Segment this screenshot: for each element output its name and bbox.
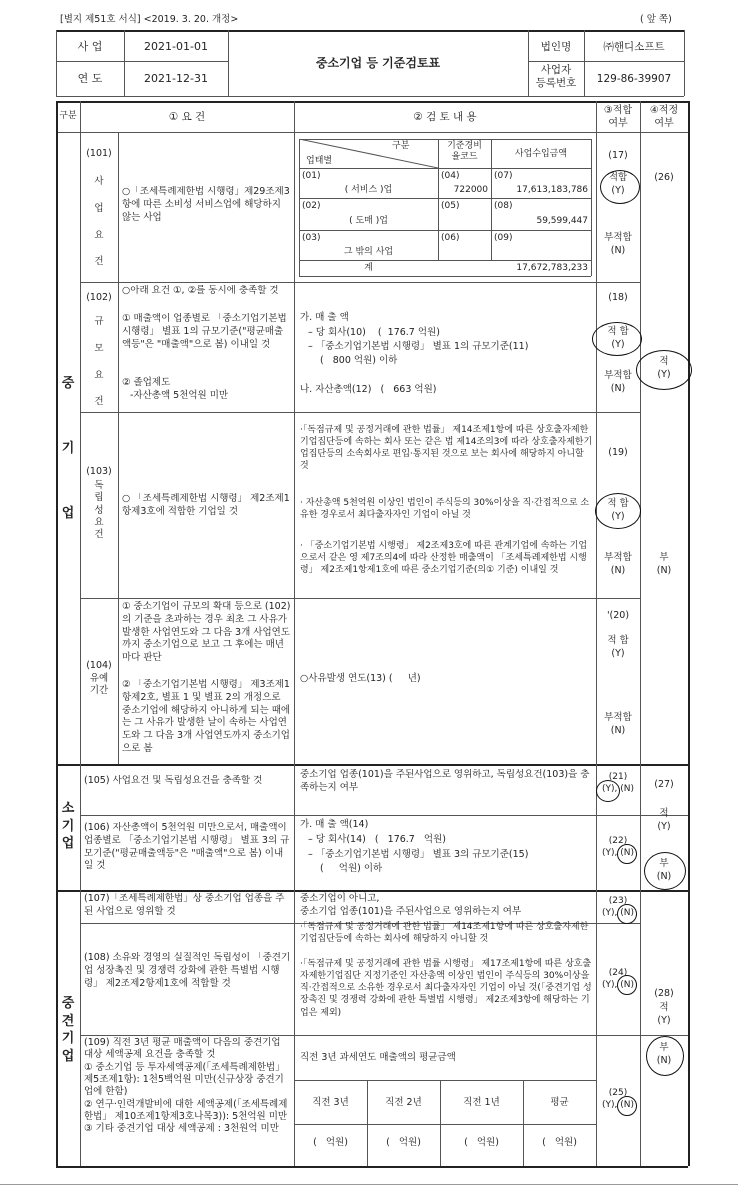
r107-no-circle: [617, 904, 637, 924]
page-side-label: ( 앞 쪽): [640, 14, 672, 25]
r109-h4: 평균: [550, 1097, 569, 1108]
inner-row2-amt: 59,599,447: [536, 216, 588, 226]
r107-requirement: (107)「조세특례제한법」상 중소기업 업종을 주된 사업으로 영위할 것: [84, 893, 285, 917]
r103-requirement: ○ 「조세특례제한법 시행령」 제2조제1항제3호에 적합한 기업일 것: [122, 493, 290, 517]
r103-rev-1: ·「독점규제 및 공정거래에 관한 법률」 제14조제1항에 따른 상호출자제한기업집단등에 속하는 회사 또는 같은 법 제14조의3에 따라 상호출자제한기업집단등의 소속회사로 편입·통지된 것으로 보는 회사에 해당하지 아니할 것: [300, 425, 593, 472]
r103-fit-nofit: 부적합 (N): [604, 552, 632, 576]
period-label-2: 연 도: [77, 72, 103, 85]
inner-row1-amt: 17,613,183,786: [516, 185, 588, 195]
r109-v1: ( 억원): [313, 1137, 348, 1148]
period-end: 2021-12-31: [144, 72, 208, 85]
section-sme-3: 업: [61, 506, 75, 521]
r101-requirement: ○「조세특례제한법 시행령」제29조제3항에 따른 소비성 서비스업에 해당하지 않는 사업: [122, 186, 290, 223]
small-fit4-circle: [644, 852, 686, 890]
inner-row2-code-no: (05): [441, 201, 460, 211]
r102-fit-no: (18): [608, 292, 628, 303]
r102-req-4: -자산총액 5천억원 미만: [130, 390, 229, 401]
r103-yes-circle: [595, 493, 641, 529]
r104-req-1: ① 중소기업이 규모의 확대 등으로 (102)의 기준을 초과하는 경우 최초 그 사유가 발생한 사업연도와 그 다음 3개 사업연도까지 중소기업으로 보고 그 후에는 매년마다 판단: [122, 601, 291, 664]
r109-v4: ( 억원): [542, 1137, 577, 1148]
corp-name-label: 법인명: [540, 41, 572, 53]
r101-fit4-no: (26): [654, 172, 674, 183]
r109-h2: 직전 2년: [385, 1097, 422, 1108]
r103-rev-3: · 「중소기업기본법 시행령」 제2조제3호에 따른 관계기업에 속하는 기업으로서 같은 영 제7조의4에 따라 산정한 매출액이 「조세특례제한법 시행령」 제2조제1항제1호에 따른 중소기업기준(의① 기준) 이내일 것: [300, 541, 588, 576]
sme-fit4-no: 부 (N): [656, 552, 672, 576]
r106-rev-1: 가. 매 출 액(14): [300, 819, 369, 830]
r103-fit-yes: 적 합 (Y): [607, 498, 629, 522]
r106-rev-3: – 「중소기업기본법 시행령」 별표 3의 규모기준(15): [308, 849, 529, 860]
r101-fit-yes: 적합 (Y): [608, 172, 628, 196]
r103-code: (103): [86, 466, 112, 477]
r109-requirement: (109) 직전 3년 평균 매출액이 다음의 중견기업 대상 세액공제 요건을 충족할 것 ① 중소기업 등 투자세액공제(「조세특례제한법」 제5조제1항): 1천5백억원 미만(신규상장 중견기업에 한함) ② 연구·인력개발비에 대한 세액공제(「조세특례제한법」 제10조제1항제3호나목3)): 5천억원 미만 ③ 기타 중견기업 대상 세액공제 : 3천원억 미만: [84, 1037, 288, 1135]
r104-name: 유예 기간: [89, 673, 109, 697]
inner-row2-name: ( 도매 )업: [349, 216, 388, 226]
r102-code: (102): [86, 292, 112, 303]
r102-req-3: ② 졸업제도: [122, 377, 171, 388]
inner-total-amt: 17,672,783,233: [516, 263, 588, 273]
inner-row1-amt-no: (07): [494, 171, 513, 181]
inner-row3-amt-no: (09): [494, 233, 513, 243]
r102-yes-circle: [592, 322, 642, 356]
r109-rev-title: 직전 3년 과세연도 매출액의 평균금액: [300, 1052, 456, 1063]
r109-h3: 직전 1년: [463, 1097, 500, 1108]
sme-fit4-circle: [636, 350, 692, 390]
r101-code: (101): [86, 148, 112, 159]
biz-no-label: 사업자 등록번호: [535, 64, 577, 90]
r103-name: 독 립 성 요 건: [94, 480, 104, 541]
r105-requirement: (105) 사업요건 및 독립성요건을 충족할 것: [84, 775, 263, 786]
inner-h-gubun: 구분: [392, 141, 410, 151]
r108-requirement: (108) 소유와 경영의 실질적인 독립성이 「중견기업 성장촉진 및 경쟁력 강화에 관한 특별법 시행령」 제2조제2항제1호에 적합할 것: [84, 952, 291, 989]
r108-rev-1: ·「독점규제 및 공정거래에 관한 법률」 제14조제1항에 따른 상호출자제한기업집단등에 속하는 회사에 해당하지 아니할 것: [300, 922, 589, 945]
section-small: 소 기 업: [61, 801, 75, 852]
r104-code: (104): [86, 660, 112, 671]
r104-req-2: ② 「중소기업기본법 시행령」 제3조제1항제2호, 별표 1 및 별표 2의 개정으로 중소기업에 해당하지 아니하게 되는 때에는 그 사유가 발생한 날이 속하는 사업연도와 그 다음 3개 사업연도까지 중소기업으로 봄: [122, 679, 291, 755]
r105-yes-circle: [596, 780, 620, 802]
mid-fit4-circle: [646, 1036, 684, 1076]
r103-rev-2: · 자산총액 5천억원 이상인 법인이 주식등의 30%이상을 직·간접적으로 소유한 경우로서 최다출자자인 기업이 아닐 것: [300, 498, 590, 521]
inner-h-amount: 사업수입금액: [514, 149, 568, 159]
r109-v2: ( 억원): [386, 1137, 421, 1148]
r104-fit-yes: 적 합 (Y): [607, 635, 629, 659]
small-fit4-yes: 적 (Y): [657, 808, 671, 832]
r102-rev-2: – 당 회사(10) ( 176.7 억원): [308, 327, 440, 338]
r102-req-1: ○아래 요건 ①, ②를 동시에 충족할 것: [122, 285, 279, 296]
r102-rev-5: 나. 자산총액(12) ( 663 억원): [300, 384, 437, 395]
inner-h-code: 기준경비 율코드: [447, 141, 482, 163]
section-sme-1: 중: [61, 376, 75, 391]
r104-review: ○사유발생 연도(13) ( 년): [300, 673, 421, 684]
r102-rev-1: 가. 매 출 액: [300, 312, 349, 323]
inner-total-label: 계: [364, 263, 373, 273]
col-fit: ③적합 여부: [603, 105, 633, 129]
col-gubun: 구분: [59, 111, 77, 121]
mid-fit4-yes: 적 (Y): [657, 1002, 671, 1026]
page-title: 중소기업 등 기준검토표: [315, 56, 441, 70]
inner-row2-amt-no: (08): [494, 201, 513, 211]
r106-rev-4: ( 억원) 이하: [320, 863, 383, 874]
inner-row1-name: ( 서비스 )업: [344, 185, 393, 195]
r106-no-circle: [617, 844, 637, 864]
period-start: 2021-01-01: [144, 40, 208, 53]
r109-no-circle: [617, 1096, 637, 1116]
r101-yes-circle: [600, 170, 640, 204]
inner-row1-code: 722000: [453, 185, 488, 195]
r105-fit: (21) (Y), (N): [602, 772, 634, 794]
r102-rev-3: – 「중소기업기본법 시행령」 별표 1의 규모기준(11): [308, 341, 529, 352]
col-review: ② 검 토 내 용: [413, 111, 477, 123]
small-fit4-no: (27): [654, 779, 674, 790]
biz-no: 129-86-39907: [596, 73, 672, 85]
r107-review: 중소기업이 아니고, 중소기업 업종(101)을 주된사업으로 영위하는지 여부: [300, 893, 522, 917]
inner-h-upjong: 업태별: [306, 156, 333, 166]
section-mid: 중 견 기 업: [61, 996, 75, 1064]
r105-review: 중소기업 업종(101)을 주된사업으로 영위하고, 독립성요건(103)을 충족하는지 여부: [300, 769, 590, 793]
r102-fit-nofit: 부적합 (N): [604, 370, 632, 394]
period-label-1: 사 업: [77, 40, 103, 53]
small-fit4-nofit: 부 (N): [656, 858, 672, 882]
r108-no-circle: [617, 975, 637, 995]
sme-fit4-yes: 적 (Y): [657, 356, 671, 380]
r109-fit: (25) (Y), (N): [602, 1088, 634, 1110]
r109-v3: ( 억원): [464, 1137, 499, 1148]
inner-row3-name: 그 밖의 사업: [343, 247, 394, 257]
r101-name: 사 업 요 건: [94, 176, 104, 268]
mid-fit4-no: (28): [654, 988, 674, 999]
r106-fit: (22) (Y), (N): [602, 836, 634, 858]
inner-row1-code-no: (04): [441, 171, 460, 181]
r107-fit: (23) (Y), (N): [602, 896, 634, 918]
inner-row3-code-no: (06): [441, 233, 460, 243]
inner-row2-no: (02): [302, 201, 321, 211]
inner-row1-no: (01): [302, 171, 321, 181]
r101-fit-nofit: 부적합 (N): [604, 232, 632, 256]
r102-name: 규 모 요 건: [94, 316, 104, 408]
col-requirement: ① 요 건: [168, 111, 206, 123]
form-number: [별지 제51호 서식] <2019. 3. 20. 개정>: [60, 14, 239, 25]
col-appropriate: ④적정 여부: [649, 105, 679, 129]
r109-h1: 직전 3년: [312, 1097, 349, 1108]
mid-fit4-nofit: 부 (N): [656, 1042, 672, 1066]
r102-rev-4: ( 800 억원) 이하: [320, 355, 398, 366]
r102-req-2: ① 매출액이 업종별로 「중소기업기본법 시행령」 별표 1의 규모기준("평균매출액등"은 "매출액"으로 봄) 이내일 것: [122, 313, 287, 350]
r102-fit-yes: 적 합 (Y): [607, 326, 629, 350]
section-sme-2: 기: [61, 441, 75, 456]
r101-fit-no: (17): [608, 150, 628, 161]
inner-row3-no: (03): [302, 233, 321, 243]
r103-fit-no: (19): [608, 447, 628, 458]
r106-rev-2: – 당 회사(14) ( 176.7 억원): [308, 834, 446, 845]
r108-rev-2: ·「독점규제 및 공정거래에 관한 법률 시행령」 제17조제1항에 따른 상호출자제한기업집단 지정기준인 자산총액 이상인 법인이 주식등의 30%이상을 직·간접적으로 소유한 경우로서 최다출자자인 기업이 아닐 것(「중견기업 성장촉진 및 경쟁력 강화에 관한 특별법 시행령」 제2조제3항에 해당하는 기업은 제외): [300, 959, 592, 1018]
r108-fit: (24) (Y), (N): [602, 968, 634, 990]
r106-requirement: (106) 자산총액이 5천억원 미만으로서, 매출액이 업종별로 「중소기업기본법 시행령」 별표 3의 규모기준("평균매출액등"은 "매출액"으로 봄) 이내일 것: [84, 822, 290, 872]
r104-fit-nofit: 부적합 (N): [604, 712, 632, 736]
corp-name: ㈜핸디소프트: [603, 41, 665, 53]
r104-fit-no: '(20): [606, 610, 630, 621]
